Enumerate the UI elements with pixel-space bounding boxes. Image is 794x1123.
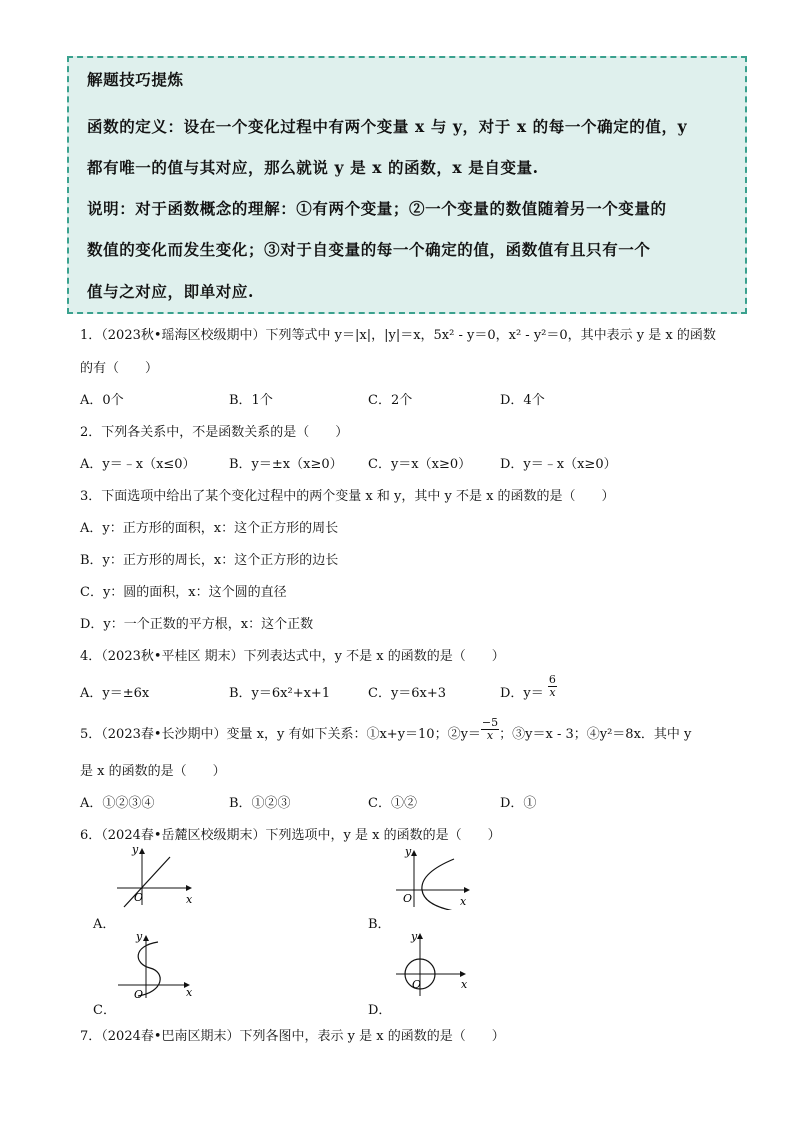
q4-option-d-fraction bbox=[548, 674, 557, 699]
q5-frac-den: x bbox=[486, 729, 494, 742]
q3-option-b: B．y：正方形的周长，x：这个正方形的边长 bbox=[80, 553, 339, 568]
q4-frac-den: x bbox=[549, 686, 556, 699]
q2-option-a: A．y＝﹣x（x≤0） bbox=[80, 457, 196, 472]
y-axis-arrow bbox=[417, 933, 423, 939]
q1-option-c: C．2个 bbox=[368, 393, 413, 408]
q5-stem-part-a: 5．（2023春•长沙期中）变量 x，y 有如下关系：①x+y＝10；②y＝ bbox=[80, 727, 481, 742]
q3-option-a: A．y：正方形的面积，x：这个正方形的周长 bbox=[80, 521, 339, 536]
tips-line-3: 说明：对于函数概念的理解：①有两个变量；②一个变量的数值随着另一个变量的 bbox=[87, 199, 667, 218]
tips-line-1: 函数的定义：设在一个变化过程中有两个变量 x 与 y，对于 x 的每一个确定的值，y bbox=[87, 117, 688, 136]
q5-frac-num: −5 bbox=[481, 716, 499, 729]
q3-stem: 3．下面选项中给出了某个变化过程中的两个变量 x 和 y，其中 y 不是 x 的函数的是（ ） bbox=[80, 489, 615, 504]
q1-stem-line2: 的有（ ） bbox=[80, 361, 159, 376]
q4-option-b: B．y＝6x²+x+1 bbox=[229, 686, 331, 701]
x-axis-arrow bbox=[186, 885, 192, 891]
tips-line-4: 数值的变化而发生变化；③对于自变量的每一个确定的值，函数值有且只有一个 bbox=[87, 240, 651, 259]
x-axis-arrow bbox=[464, 887, 470, 893]
q6-graph-c bbox=[112, 930, 202, 1000]
tips-line-2: 都有唯一的值与其对应，那么就说 y 是 x 的函数，x 是自变量. bbox=[87, 158, 539, 177]
q2-option-b: B．y＝±x（x≥0） bbox=[229, 457, 343, 472]
q6-option-b-label: B． bbox=[368, 917, 391, 932]
q6-option-a-label: A． bbox=[93, 917, 116, 932]
q2-stem: 2．下列各关系中，不是函数关系的是（ ） bbox=[80, 425, 349, 440]
q2-option-d: D．y＝﹣x（x≥0） bbox=[500, 457, 617, 472]
q5-stem-line2: 是 x 的函数的是（ ） bbox=[80, 764, 226, 779]
y-axis-label: y bbox=[132, 845, 139, 856]
y-axis-label: y bbox=[136, 930, 143, 943]
q4-option-d bbox=[500, 673, 557, 701]
x-axis-label: x bbox=[460, 895, 467, 908]
q6-option-d-label: D． bbox=[368, 1003, 392, 1018]
q4-frac-num: 6 bbox=[548, 673, 556, 686]
y-axis-arrow bbox=[143, 935, 149, 941]
q6-graph-b bbox=[392, 845, 477, 910]
tips-box bbox=[67, 56, 747, 314]
q2-option-c: C．y＝x（x≥0） bbox=[368, 457, 472, 472]
q5-option-d: D．① bbox=[500, 796, 537, 811]
origin-label: O bbox=[412, 978, 422, 991]
q1-stem-line1: 1．（2023秋•瑶海区校级期中）下列等式中 y＝|x|，|y|＝x，5x² - y＝0，x² - y²＝0，其中表示 y 是 x 的函数 bbox=[80, 328, 716, 343]
q6-stem: 6．（2024春•岳麓区校级期末）下列选项中，y 是 x 的函数的是（ ） bbox=[80, 828, 501, 843]
tips-title: 解题技巧提炼 bbox=[87, 70, 184, 89]
q5-fraction bbox=[481, 717, 499, 742]
graph-b-curve bbox=[422, 859, 454, 910]
origin-label: O bbox=[403, 892, 413, 905]
q6-graph-a bbox=[112, 845, 202, 910]
x-axis-label: x bbox=[461, 978, 468, 991]
y-axis-label: y bbox=[405, 845, 412, 858]
q5-stem-part-b: ；③y＝x - 3；④y²＝8x．其中 y bbox=[499, 727, 692, 742]
q4-option-d-prefix: D．y＝ bbox=[500, 686, 544, 701]
q5-stem-line1 bbox=[80, 716, 692, 742]
y-axis-arrow bbox=[139, 848, 145, 854]
x-axis-label: x bbox=[186, 893, 193, 906]
x-axis-label: x bbox=[186, 986, 193, 999]
q4-option-c: C．y＝6x+3 bbox=[368, 686, 447, 701]
q1-option-b: B．1个 bbox=[229, 393, 273, 408]
q6-option-c-label: C． bbox=[93, 1003, 116, 1018]
q3-option-c: C．y：圆的面积，x：这个圆的直径 bbox=[80, 585, 287, 600]
graph-a-line bbox=[124, 857, 170, 907]
origin-label: O bbox=[134, 988, 144, 1000]
q1-option-a: A．0个 bbox=[80, 393, 124, 408]
q6-graph-d bbox=[392, 928, 477, 998]
q4-stem: 4．（2023秋•平桂区 期末）下列表达式中，y 不是 x 的函数的是（ ） bbox=[80, 649, 505, 664]
y-axis-label: y bbox=[411, 930, 418, 943]
q5-option-a: A．①②③④ bbox=[80, 796, 155, 811]
q5-option-b: B．①②③ bbox=[229, 796, 291, 811]
q4-option-a: A．y＝±6x bbox=[80, 686, 150, 701]
q5-option-c: C．①② bbox=[368, 796, 417, 811]
y-axis-arrow bbox=[411, 850, 417, 856]
q3-option-d: D．y：一个正数的平方根，x：这个正数 bbox=[80, 617, 314, 632]
q7-stem: 7．（2024春•巴南区期末）下列各图中，表示 y 是 x 的函数的是（ ） bbox=[80, 1029, 505, 1044]
x-axis-arrow bbox=[460, 971, 466, 977]
tips-line-5: 值与之对应，即单对应. bbox=[87, 282, 254, 301]
origin-label: O bbox=[134, 891, 144, 904]
q1-option-d: D．4个 bbox=[500, 393, 545, 408]
